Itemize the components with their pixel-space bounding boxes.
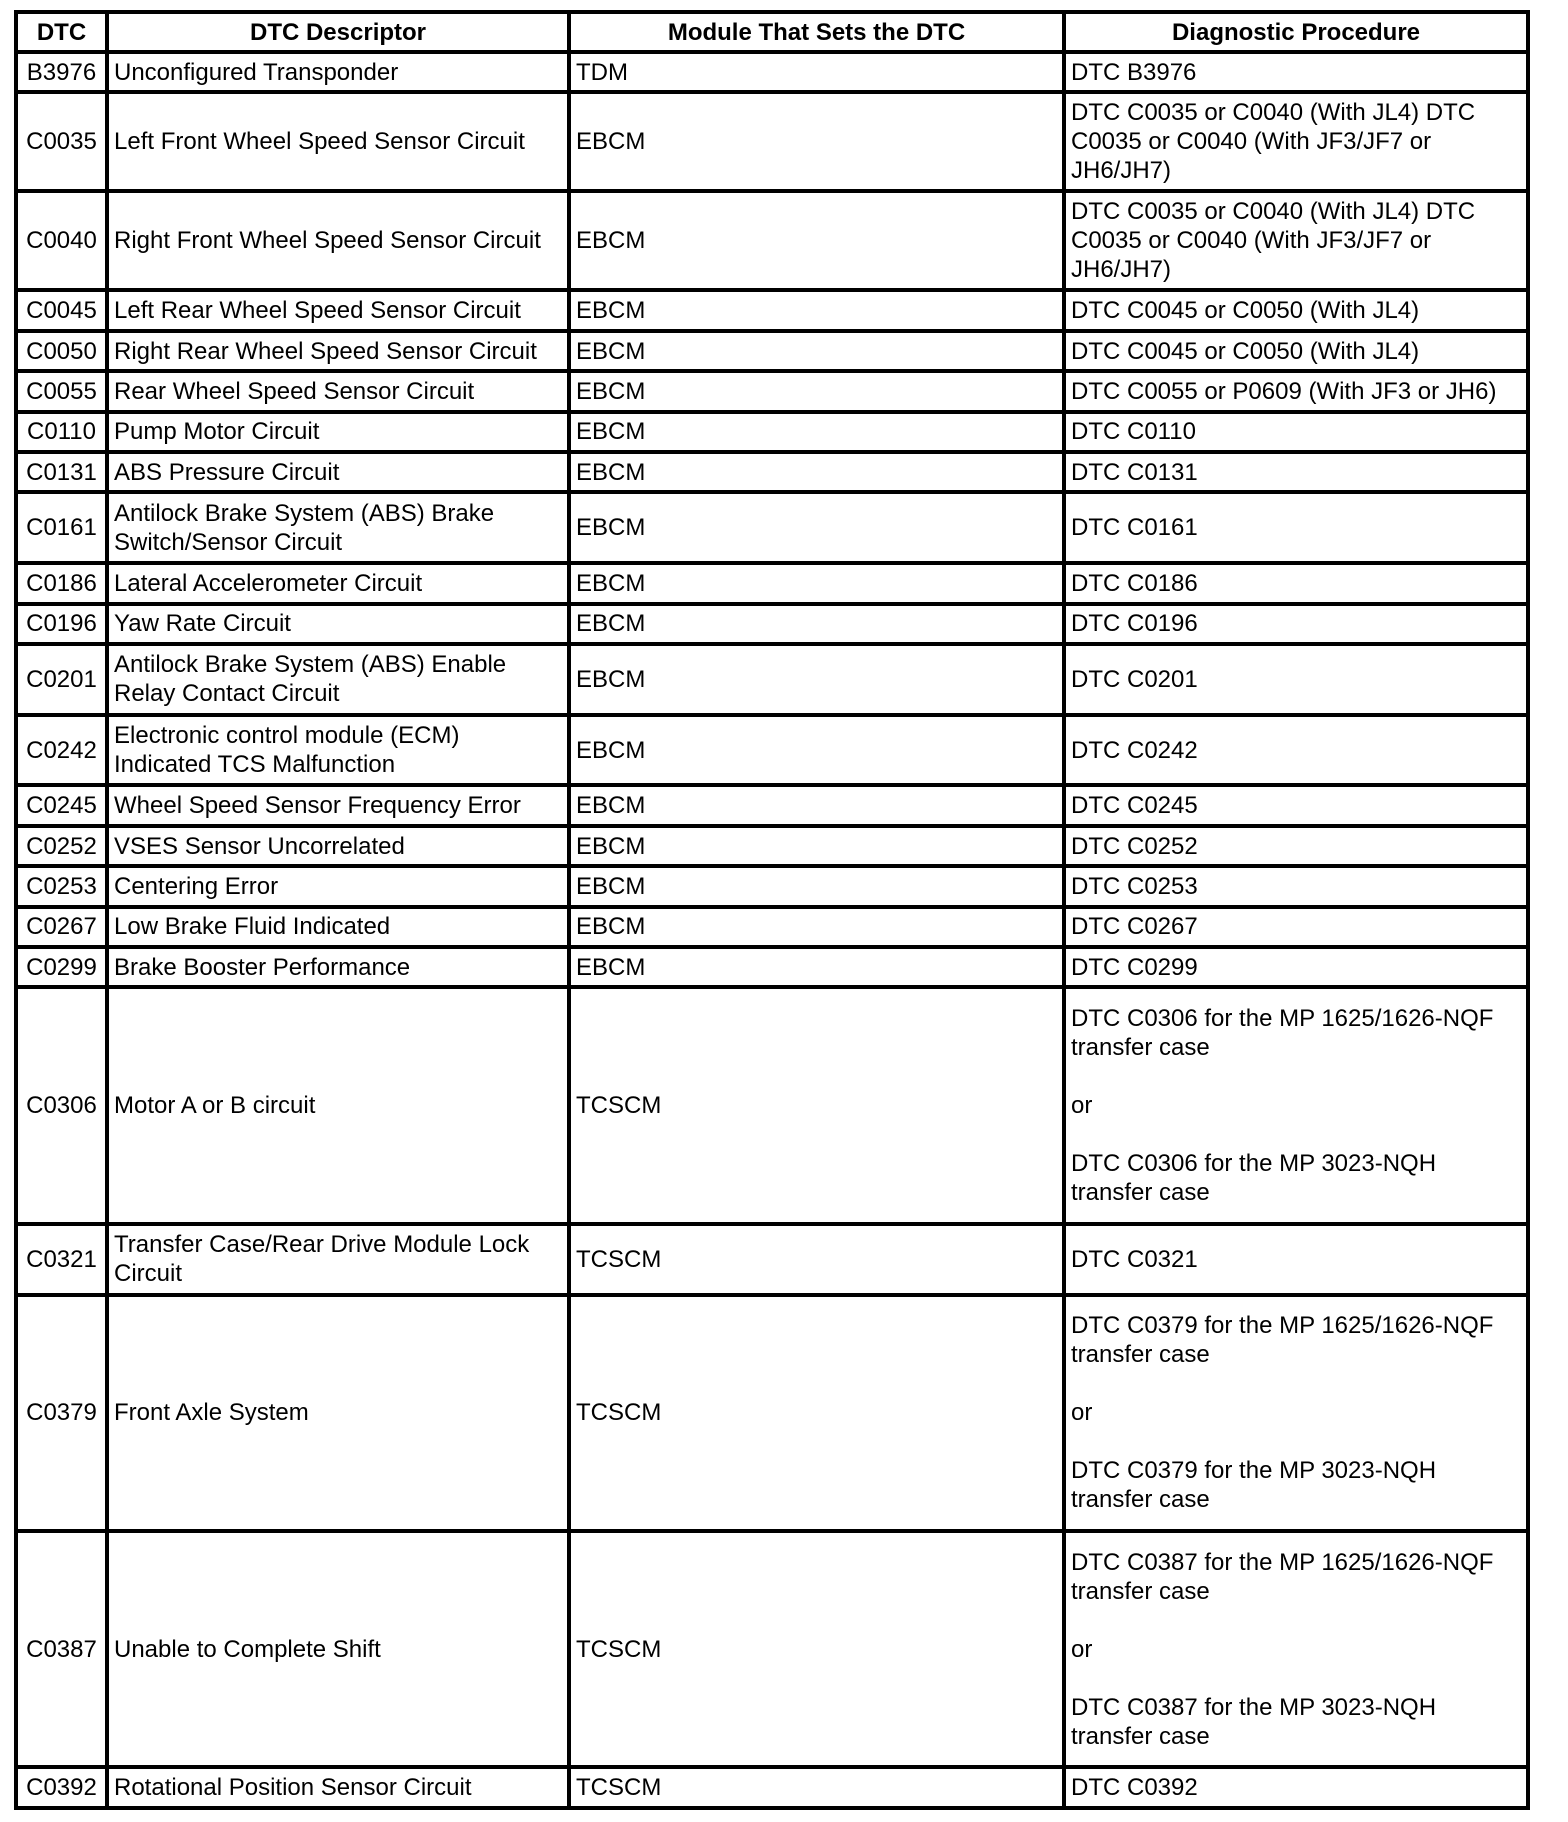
- procedure-line: DTC C0201: [1071, 665, 1198, 693]
- dtc-cell: C0035: [16, 92, 107, 191]
- descriptor-cell: Low Brake Fluid Indicated: [107, 907, 569, 947]
- procedure-cell: [1064, 52, 1528, 92]
- descriptor-cell: Brake Booster Performance: [107, 947, 569, 987]
- table-row: [16, 715, 1528, 786]
- descriptor-cell: Left Front Wheel Speed Sensor Circuit: [107, 92, 569, 191]
- table-row: [16, 987, 1528, 1223]
- table-body: [16, 52, 1528, 1808]
- module-cell: EBCM: [569, 371, 1064, 411]
- header-module: Module That Sets the DTC: [569, 12, 1064, 52]
- dtc-cell: C0252: [16, 826, 107, 866]
- procedure-line: DTC C0321: [1071, 1245, 1198, 1273]
- table-row: [16, 290, 1528, 330]
- procedure-spacer: [1071, 1664, 1521, 1693]
- dtc-cell: C0379: [16, 1295, 107, 1531]
- dtc-cell: C0306: [16, 987, 107, 1223]
- descriptor-cell: Transfer Case/Rear Drive Module Lock Circuit: [107, 1224, 569, 1295]
- descriptor-cell: Right Rear Wheel Speed Sensor Circuit: [107, 331, 569, 371]
- table-row: [16, 947, 1528, 987]
- table-row: [16, 866, 1528, 906]
- procedure-cell: [1064, 191, 1528, 290]
- descriptor-cell: VSES Sensor Uncorrelated: [107, 826, 569, 866]
- descriptor-cell: Unable to Complete Shift: [107, 1531, 569, 1767]
- descriptor-cell: Left Rear Wheel Speed Sensor Circuit: [107, 290, 569, 330]
- procedure-cell: [1064, 371, 1528, 411]
- procedure-cell: [1064, 92, 1528, 191]
- procedure-line: DTC C0306 for the MP 1625/1626-NQF transfer case: [1071, 1005, 1494, 1062]
- procedure-line: DTC C0242: [1071, 736, 1198, 764]
- procedure-cell: [1064, 907, 1528, 947]
- procedure-cell: [1064, 1767, 1528, 1808]
- module-cell: EBCM: [569, 492, 1064, 563]
- table-row: [16, 1295, 1528, 1531]
- table-row: [16, 92, 1528, 191]
- table-row: [16, 1767, 1528, 1808]
- procedure-line: DTC C0045 or C0050 (With JL4): [1071, 337, 1420, 365]
- procedure-cell: [1064, 987, 1528, 1223]
- module-cell: EBCM: [569, 331, 1064, 371]
- table-row: [16, 604, 1528, 644]
- table-row: [16, 412, 1528, 452]
- dtc-table: [14, 10, 1530, 1810]
- descriptor-cell: Rear Wheel Speed Sensor Circuit: [107, 371, 569, 411]
- descriptor-cell: ABS Pressure Circuit: [107, 452, 569, 492]
- module-cell: EBCM: [569, 644, 1064, 715]
- dtc-cell: C0110: [16, 412, 107, 452]
- procedure-line: DTC C0252: [1071, 832, 1198, 860]
- module-cell: EBCM: [569, 947, 1064, 987]
- module-cell: TCSCM: [569, 1531, 1064, 1767]
- procedure-cell: [1064, 563, 1528, 603]
- procedure-line: DTC C0035 or C0040 (With JL4) DTC C0035 or C0040 (With JF3/JF7 or JH6/JH7): [1071, 99, 1476, 185]
- procedure-cell: [1064, 1295, 1528, 1531]
- procedure-cell: [1064, 947, 1528, 987]
- dtc-cell: C0045: [16, 290, 107, 330]
- procedure-cell: [1064, 604, 1528, 644]
- procedure-line: DTC C0110: [1071, 418, 1196, 446]
- dtc-cell: C0050: [16, 331, 107, 371]
- module-cell: EBCM: [569, 92, 1064, 191]
- descriptor-cell: Antilock Brake System (ABS) Brake Switch/Sensor Circuit: [107, 492, 569, 563]
- procedure-line: DTC C0299: [1071, 953, 1198, 981]
- procedure-cell: [1064, 1224, 1528, 1295]
- dtc-cell: C0201: [16, 644, 107, 715]
- module-cell: EBCM: [569, 907, 1064, 947]
- table-row: [16, 563, 1528, 603]
- procedure-line: DTC C0387 for the MP 1625/1626-NQF transfer case: [1071, 1548, 1494, 1605]
- descriptor-cell: Electronic control module (ECM) Indicated TCS Malfunction: [107, 715, 569, 786]
- procedure-line: DTC B3976: [1071, 58, 1197, 86]
- procedure-cell: [1064, 331, 1528, 371]
- procedure-cell: [1064, 412, 1528, 452]
- table-row: [16, 1531, 1528, 1767]
- dtc-cell: C0242: [16, 715, 107, 786]
- procedure-cell: [1064, 452, 1528, 492]
- procedure-line: DTC C0045 or C0050 (With JL4): [1071, 297, 1420, 325]
- dtc-cell: C0186: [16, 563, 107, 603]
- procedure-cell: [1064, 866, 1528, 906]
- descriptor-cell: Right Front Wheel Speed Sensor Circuit: [107, 191, 569, 290]
- procedure-line: DTC C0186: [1071, 569, 1198, 597]
- descriptor-cell: Front Axle System: [107, 1295, 569, 1531]
- procedure-cell: [1064, 715, 1528, 786]
- procedure-cell: [1064, 644, 1528, 715]
- table-row: [16, 644, 1528, 715]
- procedure-cell: [1064, 492, 1528, 563]
- procedure-spacer: [1071, 1120, 1521, 1149]
- procedure-line: DTC C0392: [1071, 1774, 1198, 1802]
- procedure-spacer: [1071, 1062, 1521, 1091]
- module-cell: EBCM: [569, 866, 1064, 906]
- descriptor-cell: Lateral Accelerometer Circuit: [107, 563, 569, 603]
- table-row: [16, 452, 1528, 492]
- dtc-cell: C0196: [16, 604, 107, 644]
- procedure-line: DTC C0035 or C0040 (With JL4) DTC C0035 or C0040 (With JF3/JF7 or JH6/JH7): [1071, 198, 1476, 284]
- dtc-cell: C0131: [16, 452, 107, 492]
- module-cell: EBCM: [569, 604, 1064, 644]
- dtc-cell: B3976: [16, 52, 107, 92]
- dtc-cell: C0299: [16, 947, 107, 987]
- header-dtc: DTC: [16, 12, 107, 52]
- dtc-cell: C0387: [16, 1531, 107, 1767]
- procedure-cell: [1064, 826, 1528, 866]
- procedure-spacer: [1071, 1427, 1521, 1456]
- procedure-line: DTC C0055 or P0609 (With JF3 or JH6): [1071, 377, 1497, 405]
- table-row: [16, 907, 1528, 947]
- table-row: [16, 1224, 1528, 1295]
- procedure-line: DTC C0131: [1071, 458, 1198, 486]
- procedure-line: DTC C0245: [1071, 792, 1198, 820]
- header-diagnostic-procedure: Diagnostic Procedure: [1064, 12, 1528, 52]
- module-cell: EBCM: [569, 290, 1064, 330]
- procedure-spacer: [1071, 1606, 1521, 1635]
- procedure-line: DTC C0379 for the MP 3023-NQH transfer case: [1071, 1457, 1437, 1514]
- descriptor-cell: Pump Motor Circuit: [107, 412, 569, 452]
- table-row: [16, 826, 1528, 866]
- procedure-line: DTC C0161: [1071, 514, 1198, 542]
- dtc-cell: C0245: [16, 785, 107, 825]
- table-row: [16, 191, 1528, 290]
- descriptor-cell: Yaw Rate Circuit: [107, 604, 569, 644]
- descriptor-cell: Unconfigured Transponder: [107, 52, 569, 92]
- procedure-spacer: [1071, 1369, 1521, 1398]
- dtc-cell: C0392: [16, 1767, 107, 1808]
- module-cell: TDM: [569, 52, 1064, 92]
- module-cell: EBCM: [569, 715, 1064, 786]
- module-cell: TCSCM: [569, 987, 1064, 1223]
- module-cell: EBCM: [569, 785, 1064, 825]
- procedure-line: or: [1071, 1635, 1093, 1663]
- procedure-line: DTC C0379 for the MP 1625/1626-NQF transfer case: [1071, 1312, 1494, 1369]
- procedure-cell: [1064, 290, 1528, 330]
- module-cell: EBCM: [569, 563, 1064, 603]
- header-row: [16, 12, 1528, 52]
- procedure-line: or: [1071, 1092, 1093, 1120]
- dtc-cell: C0040: [16, 191, 107, 290]
- table-row: [16, 492, 1528, 563]
- descriptor-cell: Rotational Position Sensor Circuit: [107, 1767, 569, 1808]
- module-cell: EBCM: [569, 826, 1064, 866]
- module-cell: TCSCM: [569, 1295, 1064, 1531]
- dtc-cell: C0321: [16, 1224, 107, 1295]
- procedure-line: DTC C0196: [1071, 610, 1198, 638]
- module-cell: EBCM: [569, 412, 1064, 452]
- table-row: [16, 785, 1528, 825]
- procedure-line: or: [1071, 1399, 1093, 1427]
- procedure-line: DTC C0306 for the MP 3023-NQH transfer case: [1071, 1150, 1437, 1207]
- module-cell: EBCM: [569, 452, 1064, 492]
- procedure-line: DTC C0267: [1071, 913, 1198, 941]
- procedure-cell: [1064, 1531, 1528, 1767]
- table-header: [16, 12, 1528, 52]
- descriptor-cell: Wheel Speed Sensor Frequency Error: [107, 785, 569, 825]
- module-cell: TCSCM: [569, 1767, 1064, 1808]
- descriptor-cell: Motor A or B circuit: [107, 987, 569, 1223]
- descriptor-cell: Centering Error: [107, 866, 569, 906]
- module-cell: TCSCM: [569, 1224, 1064, 1295]
- procedure-line: DTC C0387 for the MP 3023-NQH transfer case: [1071, 1693, 1437, 1750]
- dtc-cell: C0253: [16, 866, 107, 906]
- table-row: [16, 371, 1528, 411]
- descriptor-cell: Antilock Brake System (ABS) Enable Relay Contact Circuit: [107, 644, 569, 715]
- dtc-cell: C0055: [16, 371, 107, 411]
- table-row: [16, 52, 1528, 92]
- dtc-cell: C0267: [16, 907, 107, 947]
- header-dtc-descriptor: DTC Descriptor: [107, 12, 569, 52]
- dtc-cell: C0161: [16, 492, 107, 563]
- table-row: [16, 331, 1528, 371]
- module-cell: EBCM: [569, 191, 1064, 290]
- procedure-cell: [1064, 785, 1528, 825]
- procedure-line: DTC C0253: [1071, 872, 1198, 900]
